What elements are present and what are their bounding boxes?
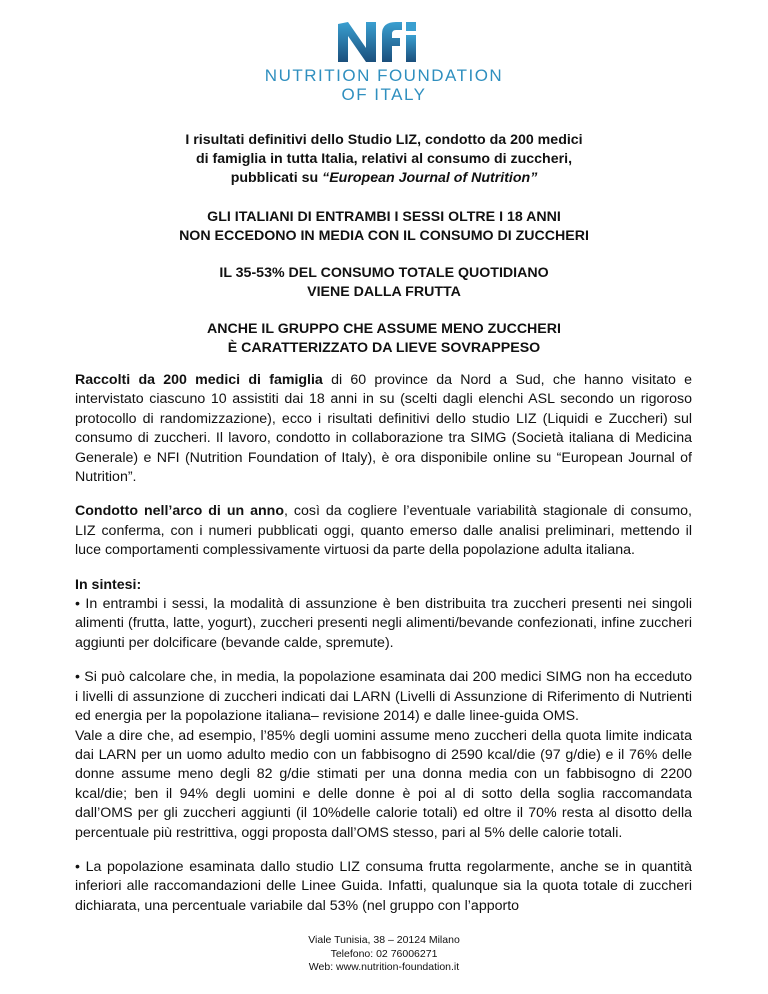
- bullet-3: • La popolazione esaminata dallo studio LIZ consuma frutta regolarmente, anche se in quantità inferiori alle raccomandazioni delle Linee Guida. Infatti, qualunque sia la quota totale di zuccheri dichiarata, una percentuale variabile dal 53% (nel gruppo con l’apporto: [75, 858, 692, 914]
- bullet-1: • In entrambi i sessi, la modalità di assunzione è ben distribuita tra zuccheri presenti nei singoli alimenti (frutta, latte, yogurt), zuccheri presenti negli alimenti/bevande confezionati, infine zuccheri aggiunti per dolcificare (bevande calde, spremute).: [75, 596, 692, 651]
- nfi-logo-mark: [336, 18, 432, 64]
- paragraph-1-lead: Raccolti da 200 medici di famiglia: [75, 372, 323, 388]
- bullet-2-continued: Vale a dire che, ad esempio, l’85% degli uomini assume meno zuccheri della quota limite indicata dai LARN per un uomo adulto medio con un fabbisogno di 2590 kcal/die (97 g/die) e il 76% delle donne assume meno degli 82 g/die stimati per una donna media con un fabbisogno di 2200 kcal/die; ben il 94% degli uomini e delle donne è poi al di sotto della soglia raccomandata dall’OMS per gli zuccheri aggiunti (il 10%delle calorie totali) ed oltre il 70% resta al disotto della percentuale più restrittiva, oggi proposta dall’OMS stesso, pari al 5% delle calorie totali.: [75, 727, 692, 841]
- heading-3-line-1: ANCHE IL GRUPPO CHE ASSUME MENO ZUCCHERI: [207, 321, 561, 337]
- heading-3: [60, 320, 708, 358]
- intro-line-1: I risultati definitivi dello Studio LIZ, condotto da 200 medici: [185, 132, 583, 148]
- footer-web: Web: www.nutrition-foundation.it: [308, 961, 460, 973]
- paragraph-1-text: di 60 province da Nord a Sud, che hanno visitato e intervistato ciascuno 10 assistiti dai 18 anni in su (scelti dagli elenchi ASL secondo un rigoroso protocollo di randomizzazione), ecco i risultati definitivi dello studio LIZ (Liquidi e Zuccheri) sul consumo di zuccheri. Il lavoro, condotto in collaborazione tra SIMG (Società italiana di Medicina Generale) e NFI (Nutrition Foundation of Italy), è ora disponibile online su “European Journal of Nutrition”.: [75, 372, 692, 486]
- headline-block: [60, 131, 708, 376]
- logo-line-1: NUTRITION FOUNDATION: [264, 66, 504, 85]
- footer: [0, 934, 768, 975]
- heading-2-line-1: IL 35-53% DEL CONSUMO TOTALE QUOTIDIANO: [219, 265, 549, 281]
- logo-line-2: OF ITALY: [341, 85, 427, 104]
- bullet-2: • Si può calcolare che, in media, la popolazione esaminata dai 200 medici SIMG non ha ecceduto i livelli di assunzione di zuccheri indicati dai LARN (Livelli di Assunzione di Riferimento di Nutrienti ed energia per la popolazione italiana– revisione 2014) e dalle linee-guida OMS.: [75, 669, 692, 725]
- paragraph-2: [75, 502, 692, 560]
- heading-1-line-1: GLI ITALIANI DI ENTRAMBI I SESSI OLTRE I 18 ANNI: [207, 209, 561, 225]
- intro-line-3-pre: pubblicati su: [230, 170, 323, 186]
- paragraph-2-text: , così da cogliere l’eventuale variabilità stagionale di consumo, LIZ conferma, con i numeri pubblicati oggi, quanto emerso dalle analisi preliminari, mettendo il luce comportamenti complessivamente virtuosi da parte della popolazione adulta italiana.: [75, 503, 692, 559]
- intro-block: [60, 131, 708, 188]
- footer-phone: Telefono: 02 76006271: [330, 947, 438, 960]
- heading-1-line-2: NON ECCEDONO IN MEDIA CON IL CONSUMO DI ZUCCHERI: [179, 228, 589, 244]
- heading-3-line-2: È CARATTERIZZATO DA LIEVE SOVRAPPESO: [227, 340, 541, 356]
- paragraph-1: [75, 371, 692, 487]
- paragraph-2-lead: Condotto nell’arco di un anno: [75, 503, 284, 520]
- heading-2-line-2: VIENE DALLA FRUTTA: [307, 284, 461, 300]
- intro-line-3: [60, 169, 708, 188]
- summary-heading: [75, 576, 692, 595]
- summary-heading-text: In sintesi:: [75, 576, 142, 593]
- heading-2: [60, 264, 708, 302]
- logo: [0, 18, 768, 105]
- intro-line-2: di famiglia in tutta Italia, relativi al consumo di zuccheri,: [195, 151, 573, 167]
- footer-address: Viale Tunisia, 38 – 20124 Milano: [308, 934, 460, 946]
- heading-1: [60, 208, 708, 246]
- journal-name: “European Journal of Nutrition”: [322, 170, 538, 186]
- article-body: [75, 371, 692, 931]
